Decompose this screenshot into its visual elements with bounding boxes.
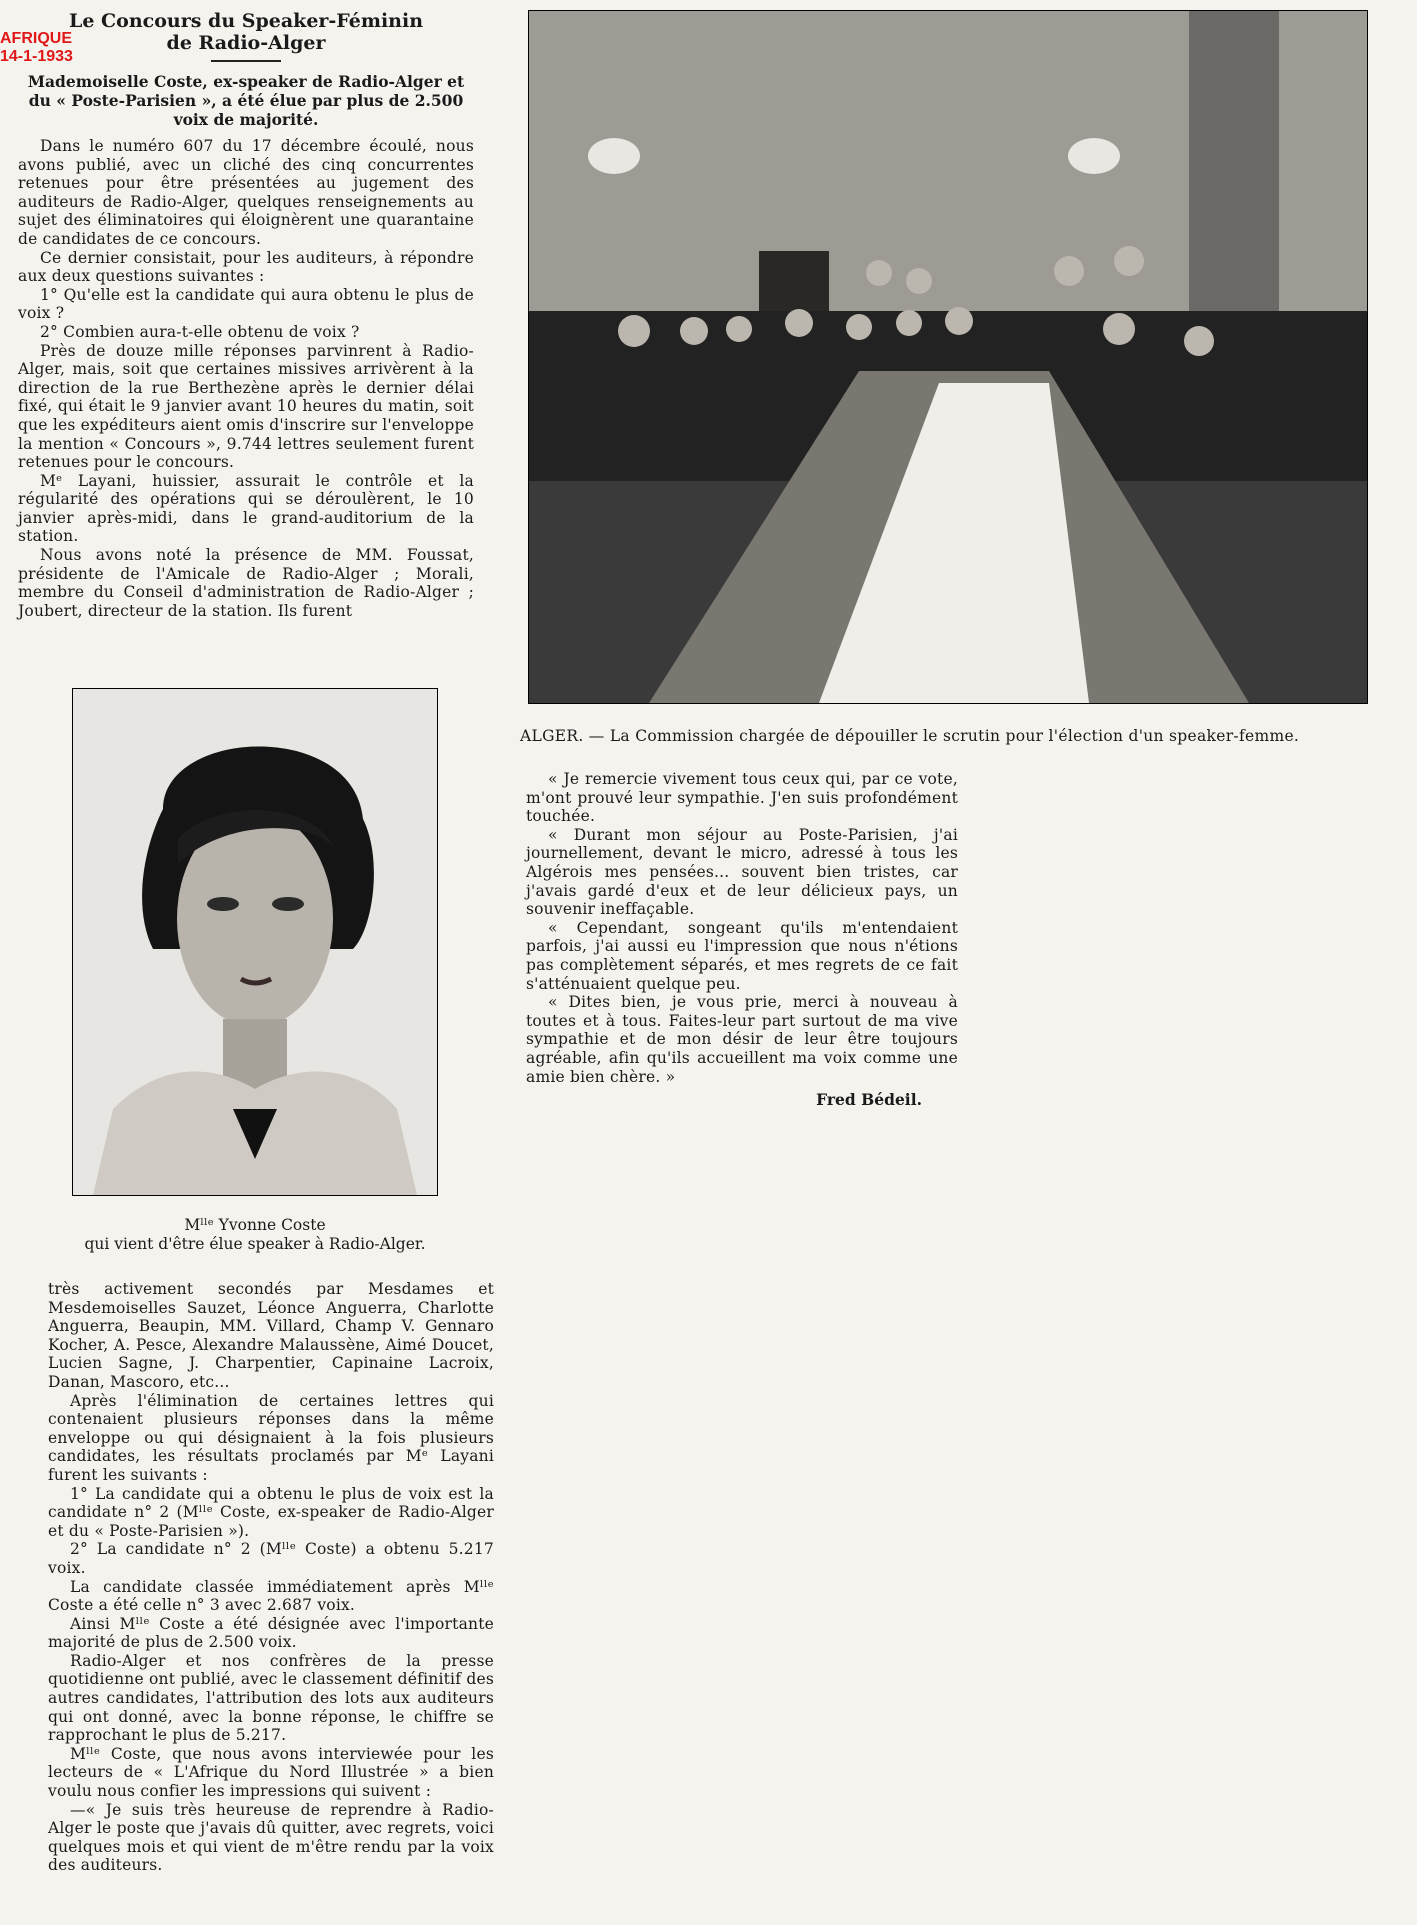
portrait-caption xyxy=(40,1216,470,1254)
headline-line-1: Le Concours du Speaker-Féminin xyxy=(68,10,424,32)
paragraph: Dans le numéro 607 du 17 décembre écoulé, nous avons publié, avec un cliché des cinq concurrentes retenues pour être présentées au jugement des auditeurs de Radio-Alger, quelques renseignements au sujet des éliminatoires qui éloignèrent une quarantaine de candidates de ce concours. xyxy=(18,137,474,248)
paragraph: « Je remercie vivement tous ceux qui, par ce vote, m'ont prouvé leur sympathie. J'en suis profondément touchée. xyxy=(526,770,958,826)
headline-line-2: de Radio-Alger xyxy=(166,32,326,54)
headline-rule xyxy=(211,60,281,62)
paragraph: « Cependant, songeant qu'ils m'entendaient parfois, j'ai aussi eu l'impression que nous n'étions pas complètement séparés, et mes regrets de ce fait s'atténuaient quelque peu. xyxy=(526,918,958,993)
bottom-column xyxy=(48,1280,494,1875)
paragraph: Mˡˡᵉ Coste, que nous avons interviewée pour les lecteurs de « L'Afrique du Nord Illustrée » a bien voulu nous confier les impressions qui suivent : xyxy=(48,1744,494,1801)
left-body-text xyxy=(18,137,474,620)
paragraph: 2° Combien aura-t-elle obtenu de voix ? xyxy=(40,322,360,341)
headline xyxy=(18,10,474,54)
paragraph: —« Je suis très heureuse de reprendre à Radio-Alger le poste que j'avais dû quitter, avec regrets, voici quelques mois et qui vient de m'être rendu par la voix des auditeurs. xyxy=(48,1800,494,1875)
right-column xyxy=(526,770,958,1110)
paragraph: « Dites bien, je vous prie, merci à nouveau à toutes et à tous. Faites-leur part surtout de ma vive sympathie et de mon désir de leur être toujours agréable, afin qu'ils accueillent ma voix comme une amie bien chère. » xyxy=(526,993,958,1086)
subheadline: Mademoiselle Coste, ex-speaker de Radio-Alger et du « Poste-Parisien », a été élue par plus de 2.500 voix de majorité. xyxy=(27,72,465,129)
paragraph: Après l'élimination de certaines lettres qui contenaient plusieurs réponses dans la même enveloppe ou qui désignaient à la fois plusieurs candidates, les résultats proclamés par Mᵉ Layani furent les suivants : xyxy=(48,1391,494,1484)
commission-caption: ALGER. — La Commission chargée de dépouiller le scrutin pour l'élection d'un speaker-femme. xyxy=(520,727,1300,745)
stamp-source: AFRIQUE xyxy=(0,30,72,47)
author-signature: Fred Bédeil. xyxy=(816,1090,922,1110)
paragraph: Radio-Alger et nos confrères de la presse quotidienne ont publié, avec le classement définitif des autres candidates, l'attribution des lots aux auditeurs qui ont donné, avec la bonne réponse, le chiffre se rapprochant le plus de 5.217. xyxy=(48,1651,494,1745)
portrait-caption-name: Mˡˡᵉ Yvonne Coste xyxy=(184,1216,326,1234)
commission-photo xyxy=(528,10,1368,704)
paragraph: 1° Qu'elle est la candidate qui aura obtenu le plus de voix ? xyxy=(18,285,474,323)
left-column xyxy=(18,10,474,620)
paragraph: Près de douze mille réponses parvinrent à Radio-Alger, mais, soit que certaines missives arrivèrent à la direction de la rue Berthezène après le dernier délai fixé, qui était le 9 janvier avant 10 heures du matin, soit que les expéditeurs aient omis d'inscrire sur l'enveloppe la mention « Concours », 9.744 lettres seulement furent retenues pour le concours. xyxy=(18,341,474,472)
paragraph: Mᵉ Layani, huissier, assurait le contrôle et la régularité des opérations qui se déroulèrent, le 10 janvier après-midi, dans le grand-auditorium de la station. xyxy=(18,471,474,546)
paragraph: La candidate classée immédiatement après Mˡˡᵉ Coste a été celle n° 3 avec 2.687 voix. xyxy=(48,1577,494,1615)
paragraph: très activement secondés par Mesdames et Mesdemoiselles Sauzet, Léonce Anguerra, Charlotte Anguerra, Beaupin, MM. Villard, Champ V. Gennaro Kocher, A. Pesce, Alexandre Malaussène, Aimé Doucet, Lucien Sagne, J. Charpentier, Capinaine Lacroix, Danan, Mascoro, etc... xyxy=(48,1280,494,1391)
paragraph: 2° La candidate n° 2 (Mˡˡᵉ Coste) a obtenu 5.217 voix. xyxy=(48,1540,494,1577)
paragraph: Ainsi Mˡˡᵉ Coste a été désignée avec l'importante majorité de plus de 2.500 voix. xyxy=(48,1614,494,1652)
paragraph: 1° La candidate qui a obtenu le plus de voix est la candidate n° 2 (Mˡˡᵉ Coste, ex-speaker de Radio-Alger et du « Poste-Parisien »). xyxy=(48,1484,494,1540)
portrait-caption-text: qui vient d'être élue speaker à Radio-Alger. xyxy=(84,1235,426,1253)
stamp-date: 14-1-1933 xyxy=(0,48,73,65)
paragraph: Nous avons noté la présence de MM. Foussat, présidente de l'Amicale de Radio-Alger ; Morali, membre du Conseil d'administration de Radio-Alger ; Joubert, directeur de la station. Ils furent xyxy=(18,546,474,620)
portrait-photo xyxy=(72,688,438,1196)
paragraph: Ce dernier consistait, pour les auditeurs, à répondre aux deux questions suivantes : xyxy=(18,248,474,286)
paragraph: « Durant mon séjour au Poste-Parisien, j'ai journellement, devant le micro, adressé à tous les Algérois mes pensées... souvent bien tristes, car j'avais gardé d'eux et de leur délicieux pays, un souvenir ineffaçable. xyxy=(526,825,958,919)
